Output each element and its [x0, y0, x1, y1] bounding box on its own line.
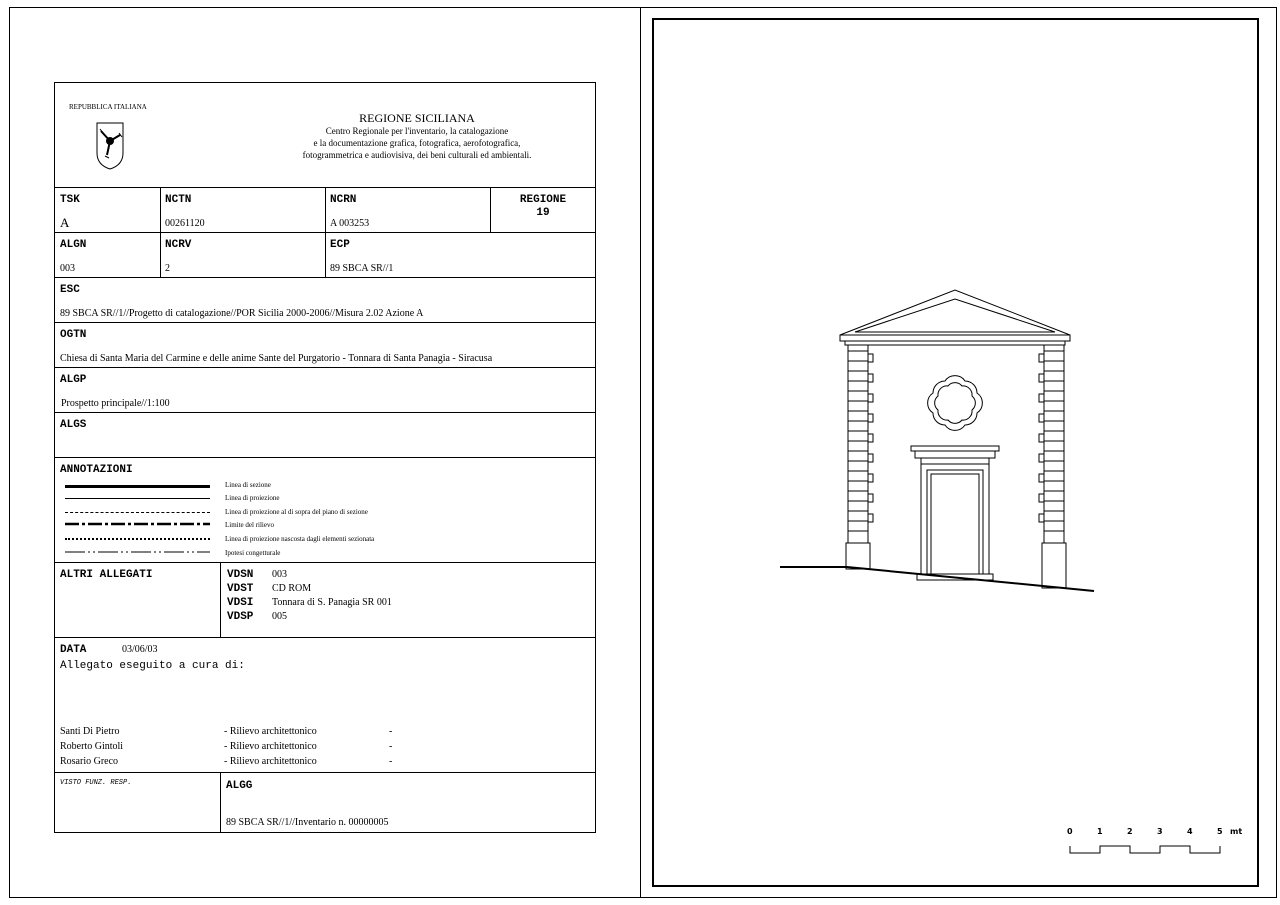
- portal: [911, 446, 999, 580]
- ground-line: [780, 567, 1094, 591]
- left-pilaster: [846, 345, 873, 569]
- vdst-value: CD ROM: [272, 583, 312, 594]
- tsk-label: TSK: [60, 194, 80, 206]
- visto-label: VISTO FUNZ. RESP.: [60, 779, 132, 787]
- vdsp-label: VDSP: [227, 611, 254, 623]
- cell-algn: [55, 233, 160, 277]
- ncrv-value: 2: [165, 263, 170, 274]
- data-cura: Allegato eseguito a cura di:: [60, 660, 245, 672]
- ncrn-label: NCRN: [330, 194, 357, 206]
- scale-tick-1: 1: [1097, 827, 1103, 836]
- person-2-dash: -: [389, 741, 393, 752]
- cell-visto: [55, 773, 220, 832]
- scale-bar: [1070, 846, 1220, 853]
- scale-unit: mt: [1230, 827, 1243, 836]
- right-pilaster: [1039, 345, 1066, 588]
- ncrv-label: NCRV: [165, 239, 192, 251]
- header-line-3: fotogrammetrica e audiovisiva, dei beni culturali ed ambientali.: [302, 150, 532, 160]
- row-tsk: [55, 188, 595, 233]
- legend-text-5: Linea di proiezione nascosta dagli elementi sezionata: [225, 535, 375, 543]
- catalogue-form: [54, 82, 596, 833]
- legend-text-2: Linea di proiezione: [225, 494, 280, 502]
- legend-line-limit: [65, 522, 210, 526]
- legend-line-hidden: [65, 538, 210, 540]
- person-2-name: Roberto Gintoli: [60, 741, 124, 752]
- person-1-dash: -: [389, 726, 393, 737]
- algg-label: ALGG: [226, 780, 253, 792]
- row-algs: [55, 413, 595, 458]
- data-date: 03/06/03: [122, 644, 158, 655]
- cell-allegati-label: [55, 563, 220, 637]
- person-3-dash: -: [389, 756, 393, 767]
- quatrefoil-window: [928, 376, 983, 431]
- legend-line-projection: [65, 498, 210, 499]
- cell-ecp: [325, 233, 595, 277]
- algs-label: ALGS: [60, 419, 87, 431]
- vdsp-value: 005: [272, 611, 287, 622]
- algn-label: ALGN: [60, 239, 87, 251]
- legend-line-conjecture: [65, 550, 210, 554]
- algn-value: 003: [60, 263, 75, 274]
- scale-tick-0: 0: [1067, 827, 1073, 836]
- header-title-block: [267, 111, 567, 161]
- row-algp: [55, 368, 595, 413]
- ogtn-value: Chiesa di Santa Maria del Carmine e delle anime Sante del Purgatorio - Tonnara di Santa Panagia - Siracusa: [60, 353, 493, 364]
- row-ogtn: [55, 323, 595, 368]
- row-annotazioni: [55, 458, 595, 563]
- person-3-name: Rosario Greco: [60, 756, 119, 767]
- ncrn-value: A 003253: [330, 218, 370, 229]
- row-esc: [55, 278, 595, 323]
- pediment-inner: [855, 299, 1055, 332]
- vdsn-label: VDSN: [227, 569, 254, 581]
- cornice: [840, 335, 1070, 341]
- person-2-role: - Rilievo architettonico: [224, 741, 317, 752]
- legend-line-above: [65, 512, 210, 513]
- header-line-1: Centro Regionale per l'inventario, la catalogazione: [325, 126, 509, 136]
- row-algn: [55, 233, 595, 278]
- legend-line-section: [65, 485, 210, 488]
- ogtn-label: OGTN: [60, 329, 87, 341]
- cell-allegati-values: [220, 563, 595, 637]
- pediment: [840, 290, 1070, 335]
- scale-tick-5: 5: [1217, 827, 1223, 836]
- esc-label: ESC: [60, 284, 80, 296]
- algp-value: Prospetto principale//1:100: [61, 398, 170, 409]
- regione-label: REGIONE: [519, 194, 567, 206]
- row-footer: [55, 773, 595, 832]
- person-3-role: - Rilievo architettonico: [224, 756, 317, 767]
- ecp-value: 89 SBCA SR//1: [330, 263, 394, 274]
- vdsi-value: Tonnara di S. Panagia SR 001: [272, 597, 392, 608]
- person-1-name: Santi Di Pietro: [60, 726, 120, 737]
- cell-tsk: [55, 188, 160, 232]
- cell-ncrv: [160, 233, 325, 277]
- row-data: [55, 638, 595, 773]
- nctn-label: NCTN: [165, 194, 192, 206]
- row-allegati: [55, 563, 595, 638]
- scale-tick-4: 4: [1187, 827, 1193, 836]
- cell-algg: [220, 773, 595, 832]
- legend-text-1: Linea di sezione: [225, 481, 271, 489]
- ecp-label: ECP: [330, 239, 350, 251]
- republic-label: REPUBBLICA ITALIANA: [69, 103, 147, 111]
- page-divider: [640, 7, 641, 898]
- data-label: DATA: [60, 644, 87, 656]
- form-header: [55, 83, 595, 188]
- vdsi-label: VDSI: [227, 597, 254, 609]
- tsk-value: A: [60, 215, 70, 230]
- person-1-role: - Rilievo architettonico: [224, 726, 317, 737]
- scale-tick-3: 3: [1157, 827, 1163, 836]
- regione-value: 19: [536, 207, 550, 219]
- annotazioni-label: ANNOTAZIONI: [60, 464, 133, 476]
- nctn-value: 00261120: [165, 218, 205, 229]
- algp-label: ALGP: [60, 374, 87, 386]
- region-title: REGIONE SICILIANA: [359, 111, 475, 125]
- algg-value: 89 SBCA SR//1//Inventario n. 00000005: [226, 817, 389, 828]
- cell-nctn: [160, 188, 325, 232]
- legend-text-4: Limite del rilievo: [225, 521, 274, 529]
- allegati-label: ALTRI ALLEGATI: [60, 569, 153, 581]
- header-line-2: e la documentazione grafica, fotografica, aerofotografica,: [313, 138, 521, 148]
- vdsn-value: 003: [272, 569, 287, 580]
- trinacria-emblem-icon: [95, 121, 125, 171]
- scale-tick-2: 2: [1127, 827, 1133, 836]
- legend-text-3: Linea di proiezione al di sopra del piano di sezione: [225, 508, 368, 516]
- esc-value: 89 SBCA SR//1//Progetto di catalogazione//POR Sicilia 2000-2006//Misura 2.02 Azione A: [60, 308, 424, 319]
- church-facade-drawing: [652, 18, 1259, 887]
- cell-ncrn: [325, 188, 490, 232]
- legend-text-6: Ipotesi congetturale: [225, 549, 281, 557]
- cornice-lower: [845, 341, 1065, 345]
- vdst-label: VDST: [227, 583, 254, 595]
- cell-regione: [490, 188, 595, 232]
